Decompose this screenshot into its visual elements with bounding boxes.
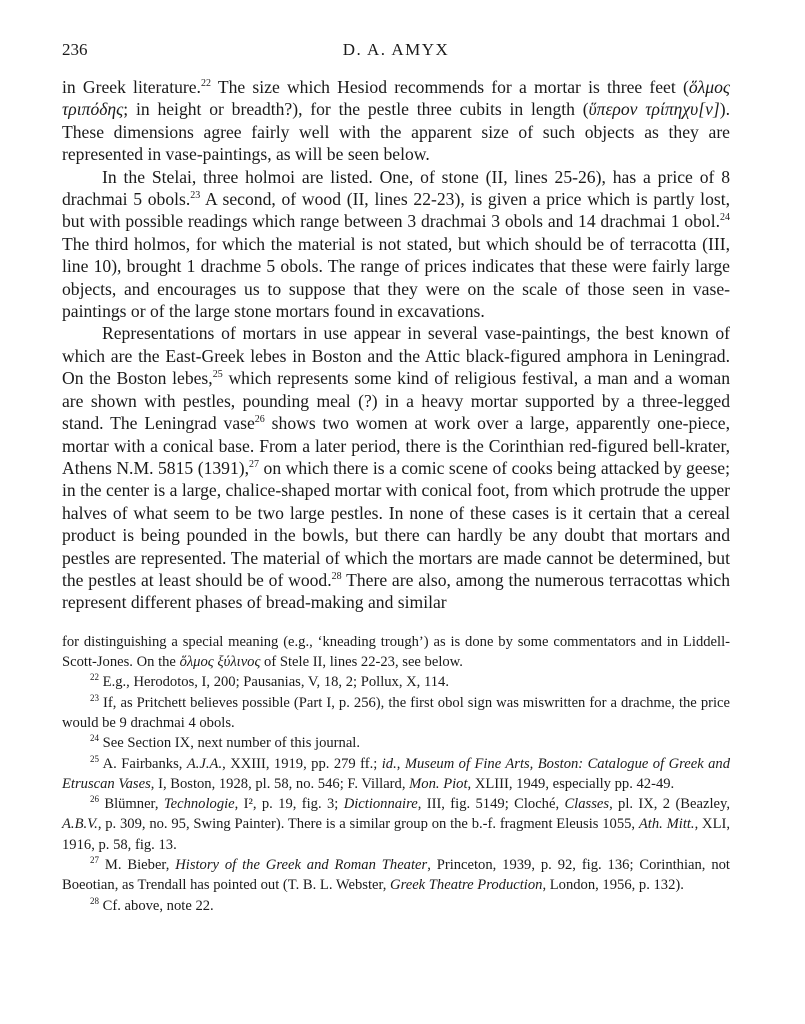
footnote-26: [62, 794, 730, 855]
citation-title: History of the Greek and Roman Theater: [175, 857, 428, 874]
text-run: In the Stelai, three holmoi are listed. One, of stone (II, lines 25-26), has a price of 8 drachmai 5 obols.: [62, 166, 730, 210]
footnote-number: 27: [90, 855, 99, 866]
greek-phrase: ὅλμος τριπόδης: [62, 77, 731, 120]
footnote-ref-26[interactable]: 26: [254, 414, 265, 426]
page: [62, 0, 730, 916]
footnote-number: 26: [90, 794, 99, 805]
text-run: for distinguishing a special meaning (e.g., ‘kneading trough’) as is done by some commentators and in Liddell-Scott-Jones. On the: [62, 633, 730, 671]
text-run: , XLIII, 1949, especially pp. 42-49.: [467, 775, 675, 792]
greek-phrase: ὅλμος ξύλινος: [179, 654, 261, 671]
text-run: M. Bieber,: [99, 857, 176, 874]
footnote-number: 25: [90, 753, 99, 764]
text-run: , I², p. 19, fig. 3;: [234, 796, 344, 813]
text-run: , XLI, 1916, p. 58, fig. 13.: [62, 816, 730, 853]
text-run: A second, of wood (II, lines 22-23), is given a price which is partly lost, but with possible readings which range between 3 drachmai 3 obols and 14 drachmai 1 obol.: [62, 189, 731, 232]
main-text: [62, 76, 730, 614]
footnote-ref-24[interactable]: 24: [720, 212, 730, 224]
footnote-28: [62, 896, 730, 916]
citation-title: Technologie: [163, 796, 235, 813]
text-run: in Greek literature.: [62, 77, 201, 97]
citation-title: id.: [381, 755, 397, 772]
page-number: 236: [62, 40, 88, 59]
footnote-ref-25[interactable]: 25: [212, 369, 223, 381]
citation-title: A.B.V.: [62, 816, 98, 833]
footnote-ref-28[interactable]: 28: [331, 571, 342, 583]
text-run: ; in height or breadth?), for the pestle three cubits in length (: [123, 99, 589, 120]
footnote-24: [62, 733, 730, 753]
text-run: Representations of mortars in use appear in several vase-paintings, the best known of which are the East-Greek lebes in Boston and the Attic black-figured amphora in Leningrad. On the Boston lebes,: [62, 323, 730, 389]
footnote-ref-23[interactable]: 23: [190, 190, 201, 202]
footnotes: [62, 632, 730, 916]
text-run: ). These dimensions agree fairly well with the apparent size of such objects as they are represented in vase-paintings, as will be seen below.: [62, 99, 730, 165]
footnote-number: 23: [90, 692, 99, 703]
citation-title: Ath. Mitt.: [638, 816, 695, 833]
citation-title: Greek Theatre Production: [390, 877, 543, 894]
footnote-text: E.g., Herodotos, I, 200; Pausanias, V, 18, 2; Pollux, X, 114.: [99, 674, 449, 691]
running-head: D. A. AMYX: [342, 40, 450, 59]
footnote-27: [62, 855, 730, 896]
text-run: , XXIII, 1919, pp. 279 ff.;: [222, 755, 382, 772]
text-run: on which there is a comic scene of cooks being attacked by geese; in the center is a large, chalice-shaped mortar with conical foot, from which protrude the upper halves of what seem to be two large pestles. In none of these cases is it certain that a cereal product is being pounded in the bowls, but there can hardly be any doubt that mortars and pestles are represented. The material of which the mortars are made cannot be determined, but the pestles at least should be of wood.: [62, 457, 730, 590]
footnote-ref-27[interactable]: 27: [249, 459, 260, 471]
text-run: Blümner,: [99, 796, 164, 813]
text-run: , I, Boston, 1928, pl. 58, no. 546; F. Villard,: [150, 775, 410, 792]
citation-title: Dictionnaire: [343, 796, 418, 813]
text-run: A. Fairbanks,: [99, 755, 187, 772]
text-run: which represents some kind of religious festival, a man and a woman are shown with pestles, pounding meal (?) in a heavy mortar supported by a three-legged stand. The Leningrad vase: [62, 368, 731, 434]
footnote-25: [62, 754, 730, 795]
text-run: The third holmos, for which the material is not stated, but which should be of terracotta (III, line 10), brought 1 drachme 5 obols. The range of prices indicates that these were fairly large objects, and encourages us to suppose that they were on the scale of those seen in vase-paintings or of the large stone mortars found in excavations.: [62, 233, 730, 322]
citation-title: Classes: [564, 796, 610, 813]
paragraph-2: [62, 166, 730, 323]
footnote-text: If, as Pritchett believes possible (Part I, p. 256), the first obol sign was miswritten for a drachme, the price would be 9 drachmai 4 obols.: [62, 694, 730, 731]
text-run: , p. 309, no. 95, Swing Painter). There is a similar group on the b.-f. fragment Eleusis 1055,: [97, 816, 639, 833]
paragraph-3: [62, 322, 730, 613]
citation-title: A.J.A.: [186, 755, 223, 772]
text-run: ,: [396, 755, 405, 772]
footnote-number: 28: [90, 895, 99, 906]
footnote-23: [62, 693, 730, 734]
text-run: There are also, among the numerous terracottas which represent different phases of bread-making and similar: [62, 569, 730, 613]
footnote-text: Cf. above, note 22.: [99, 897, 214, 914]
text-run: , Princeton, 1939, p. 92, fig. 136; Corinthian, not Boeotian, as Trendall has pointed out (T. B. L. Webster,: [62, 857, 730, 894]
footnote-number: 22: [90, 672, 99, 683]
footnote-ref-22[interactable]: 22: [200, 78, 211, 90]
text-run: The size which Hesiod recommends for a mortar is three feet (: [210, 77, 689, 97]
text-run: , III, fig. 5149; Cloché,: [417, 796, 565, 813]
text-run: , pl. IX, 2 (Beazley,: [609, 796, 731, 813]
text-run: , London, 1956, p. 132).: [542, 877, 684, 894]
paragraph-1: [62, 76, 730, 166]
citation-title: Museum of Fine Arts, Boston: Catalogue of Greek and Etruscan Vases: [62, 755, 730, 792]
footnote-number: 24: [90, 733, 99, 744]
text-run: shows two women at work over a large, apparently one-piece, mortar with a conical base. From a later period, there is the Corinthian red-figured bell-krater, Athens N.M. 5815 (1391),: [62, 413, 731, 478]
citation-title: Mon. Piot: [409, 775, 468, 792]
text-run: of Stele II, lines 22-23, see below.: [260, 654, 463, 671]
page-header: [62, 40, 730, 66]
greek-phrase: ὕπερον τρίπηχυ[ν]: [588, 99, 720, 120]
footnote-22: [62, 672, 730, 692]
footnote-continuation: [62, 632, 730, 673]
footnote-text: See Section IX, next number of this journal.: [99, 735, 361, 752]
